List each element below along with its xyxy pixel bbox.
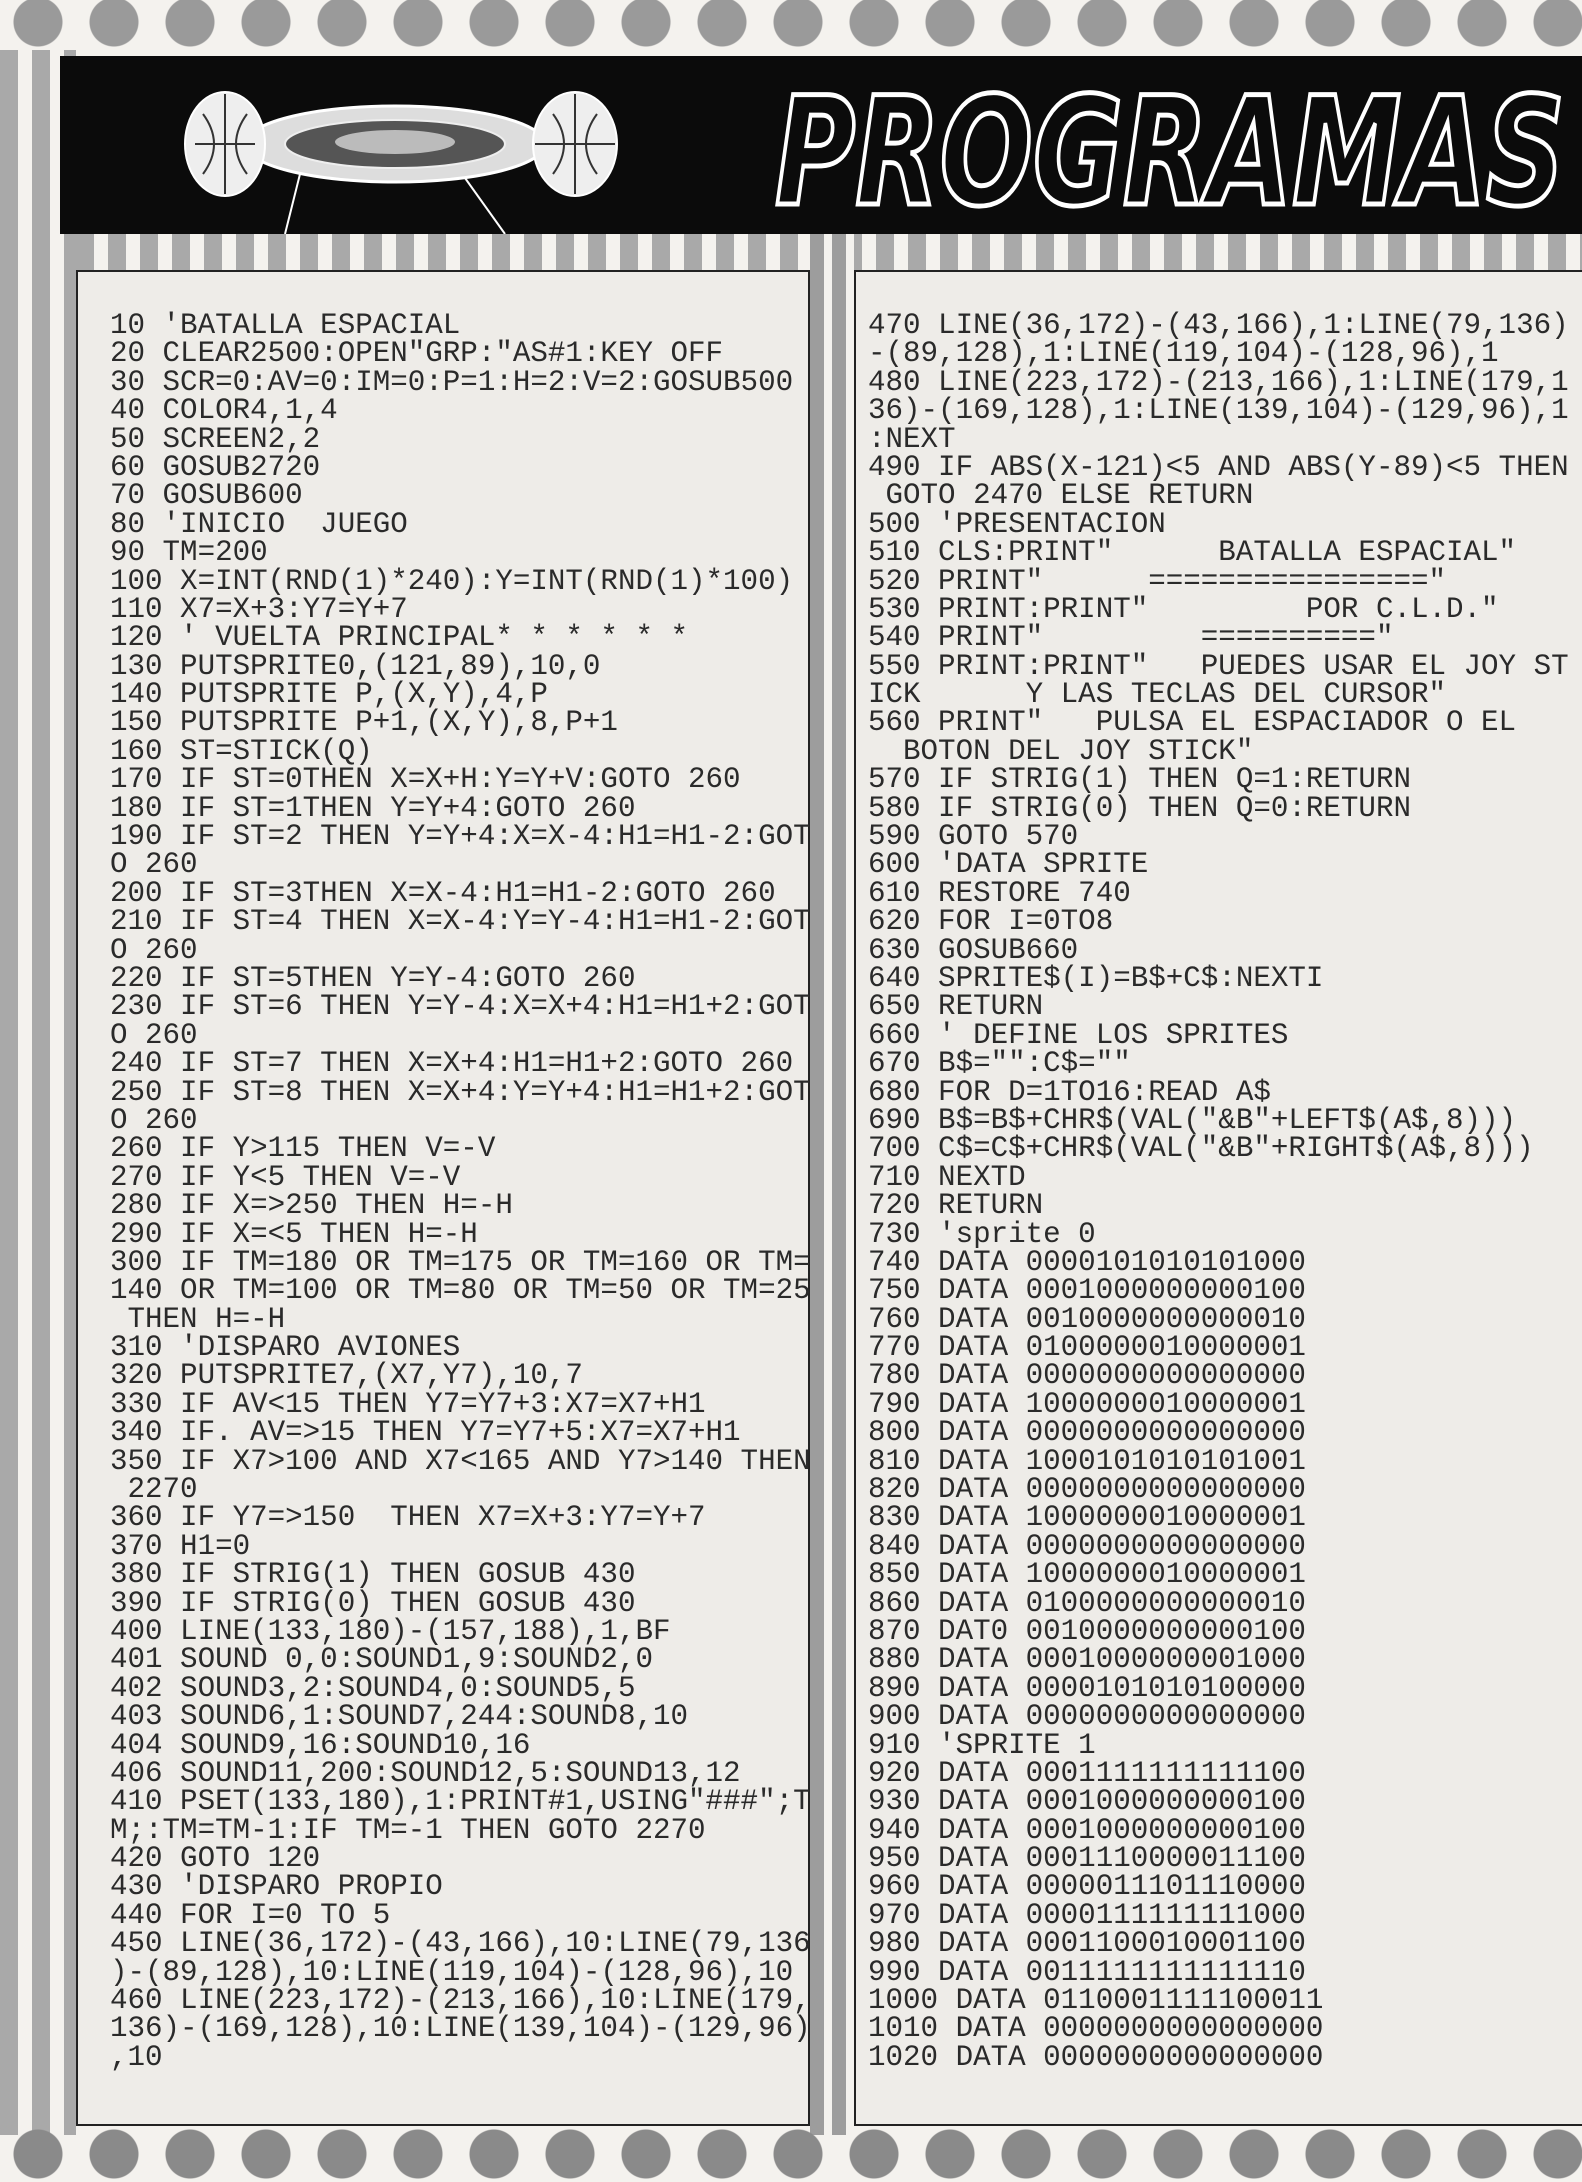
code-line: BOTON DEL JOY STICK": [868, 734, 1254, 768]
code-line: 490 IF ABS(X-121)<5 AND ABS(Y-89)<5 THEN: [868, 450, 1569, 484]
code-line: 310 'DISPARO AVIONES: [110, 1331, 461, 1365]
code-line: 540 PRINT" ==========": [868, 621, 1394, 655]
code-line: 910 'SPRITE 1: [868, 1728, 1096, 1762]
code-line: 220 IF ST=5THEN Y=Y-4:GOTO 260: [110, 961, 636, 995]
code-line: -(89,128),1:LINE(119,104)-(128,96),1: [868, 337, 1499, 371]
code-line: THEN H=-H: [110, 1302, 286, 1336]
code-line: 300 IF TM=180 OR TM=175 OR TM=160 OR TM=: [110, 1245, 811, 1279]
code-line: 2270: [110, 1473, 198, 1507]
code-line: 320 PUTSPRITE7,(X7,Y7),10,7: [110, 1359, 583, 1393]
code-line: O 260: [110, 933, 198, 967]
code-line: ,10: [110, 2040, 163, 2074]
code-line: 870 DAT0 0010000000000100: [868, 1614, 1306, 1648]
code-line: 403 SOUND6,1:SOUND7,244:SOUND8,10: [110, 1700, 689, 1734]
code-line: 570 IF STRIG(1) THEN Q=1:RETURN: [868, 763, 1411, 797]
code-line: 330 IF AV<15 THEN Y7=Y7+3:X7=X7+H1: [110, 1387, 706, 1421]
code-line: 360 IF Y7=>150 THEN X7=X+3:Y7=Y+7: [110, 1501, 706, 1535]
code-line: 290 IF X=<5 THEN H=-H: [110, 1217, 478, 1251]
code-line: 930 DATA 0001000000000100: [868, 1785, 1306, 1819]
code-line: 620 FOR I=0TO8: [868, 905, 1114, 939]
code-line: 580 IF STRIG(0) THEN Q=0:RETURN: [868, 791, 1411, 825]
code-line: 401 SOUND 0,0:SOUND1,9:SOUND2,0: [110, 1643, 653, 1677]
code-line: 460 LINE(223,172)-(213,166),10:LINE(179,: [110, 1984, 811, 2018]
code-line: 404 SOUND9,16:SOUND10,16: [110, 1728, 531, 1762]
code-line: 1010 DATA 0000000000000000: [868, 2012, 1324, 2046]
code-line: 840 DATA 0000000000000000: [868, 1529, 1306, 1563]
code-line: 960 DATA 0000011101110000: [868, 1870, 1306, 1904]
page-title-text: PROGRAMAS: [775, 66, 1565, 234]
code-line: 710 NEXTD: [868, 1160, 1026, 1194]
code-line: 160 ST=STICK(Q): [110, 734, 373, 768]
code-line: 990 DATA 0011111111111110: [868, 1955, 1306, 1989]
code-line: 820 DATA 0000000000000000: [868, 1473, 1306, 1507]
code-line: GOTO 2470 ELSE RETURN: [868, 479, 1254, 513]
code-line: 530 PRINT:PRINT" POR C.L.D.": [868, 592, 1499, 626]
code-line: 550 PRINT:PRINT" PUEDES USAR EL JOY ST: [868, 649, 1569, 683]
code-line: 110 X7=X+3:Y7=Y+7: [110, 592, 408, 626]
code-line: )-(89,128),10:LINE(119,104)-(128,96),10: [110, 1955, 794, 1989]
code-line: 940 DATA 0001000000000100: [868, 1813, 1306, 1847]
code-line: 520 PRINT" ================": [868, 564, 1447, 598]
code-line: 720 RETURN: [868, 1189, 1044, 1223]
code-line: 36)-(169,128),1:LINE(139,104)-(129,96),1: [868, 394, 1569, 428]
code-line: 780 DATA 0000000000000000: [868, 1359, 1306, 1393]
code-line: 450 LINE(36,172)-(43,166),10:LINE(79,136: [110, 1927, 811, 1961]
code-line: 1020 DATA 0000000000000000: [868, 2040, 1324, 2074]
code-line: 140 OR TM=100 OR TM=80 OR TM=50 OR TM=25: [110, 1274, 811, 1308]
code-line: 680 FOR D=1TO16:READ A$: [868, 1075, 1271, 1109]
code-line: 700 C$=C$+CHR$(VAL("&B"+RIGHT$(A$,8))): [868, 1132, 1534, 1166]
code-line: 406 SOUND11,200:SOUND12,5:SOUND13,12: [110, 1756, 741, 1790]
code-line: 650 RETURN: [868, 990, 1044, 1024]
code-line: 600 'DATA SPRITE: [868, 848, 1149, 882]
code-line: 50 SCREEN2,2: [110, 422, 321, 456]
code-line: 240 IF ST=7 THEN X=X+4:H1=H1+2:GOTO 260: [110, 1047, 794, 1081]
code-line: 770 DATA 0100000010000001: [868, 1331, 1306, 1365]
code-line: 260 IF Y>115 THEN V=-V: [110, 1132, 496, 1166]
code-listing-left: [76, 270, 810, 2126]
code-line: 590 GOTO 570: [868, 820, 1079, 854]
code-line: 970 DATA 0000111111111000: [868, 1898, 1306, 1932]
code-line: 980 DATA 0001100010001100: [868, 1927, 1306, 1961]
code-line: 190 IF ST=2 THEN Y=Y+4:X=X-4:H1=H1-2:GOT: [110, 820, 811, 854]
code-line: 900 DATA 0000000000000000: [868, 1700, 1306, 1734]
code-line: 480 LINE(223,172)-(213,166),1:LINE(179,1: [868, 365, 1569, 399]
code-line: 90 TM=200: [110, 536, 268, 570]
code-line: ICK Y LAS TECLAS DEL CURSOR": [868, 678, 1447, 712]
decorative-dots-top: [0, 0, 1582, 50]
decorative-stripes-left: [0, 50, 76, 2135]
code-line: 920 DATA 0001111111111100: [868, 1756, 1306, 1790]
code-line: 430 'DISPARO PROPIO: [110, 1870, 443, 1904]
code-line: 200 IF ST=3THEN X=X-4:H1=H1-2:GOTO 260: [110, 876, 776, 910]
code-line: 400 LINE(133,180)-(157,188),1,BF: [110, 1614, 671, 1648]
code-line: 790 DATA 1000000010000001: [868, 1387, 1306, 1421]
code-line: 640 SPRITE$(I)=B$+C$:NEXTI: [868, 961, 1324, 995]
code-line: :NEXT: [868, 422, 956, 456]
code-line: 402 SOUND3,2:SOUND4,0:SOUND5,5: [110, 1671, 636, 1705]
code-line: 100 X=INT(RND(1)*240):Y=INT(RND(1)*100): [110, 564, 794, 598]
code-line: 380 IF STRIG(1) THEN GOSUB 430: [110, 1558, 636, 1592]
code-line: 10 'BATALLA ESPACIAL: [110, 309, 461, 342]
code-line: 760 DATA 0010000000000010: [868, 1302, 1306, 1336]
code-line: 630 GOSUB660: [868, 933, 1079, 967]
code-line: 440 FOR I=0 TO 5: [110, 1898, 391, 1932]
code-line: 830 DATA 1000000010000001: [868, 1501, 1306, 1535]
code-line: 470 LINE(36,172)-(43,166),1:LINE(79,136): [868, 309, 1569, 342]
code-line: 740 DATA 0000101010101000: [868, 1245, 1306, 1279]
code-line: 860 DATA 0100000000000010: [868, 1586, 1306, 1620]
code-line: 610 RESTORE 740: [868, 876, 1131, 910]
code-line: 40 COLOR4,1,4: [110, 394, 338, 428]
code-line: O 260: [110, 1103, 198, 1137]
code-line: 500 'PRESENTACION: [868, 507, 1166, 541]
code-line: 410 PSET(133,180),1:PRINT#1,USING"###";T: [110, 1785, 811, 1819]
code-line: O 260: [110, 1018, 198, 1052]
code-line: 180 IF ST=1THEN Y=Y+4:GOTO 260: [110, 791, 636, 825]
code-line: 350 IF X7>100 AND X7<165 AND Y7>140 THEN: [110, 1444, 811, 1478]
page-title: [760, 56, 1582, 234]
code-line: 270 IF Y<5 THEN V=-V: [110, 1160, 461, 1194]
code-line: 810 DATA 1000101010101001: [868, 1444, 1306, 1478]
code-line: 880 DATA 0001000000001000: [868, 1643, 1306, 1677]
code-line: 1000 DATA 0110001111100011: [868, 1984, 1324, 2018]
code-line: 130 PUTSPRITE0,(121,89),10,0: [110, 649, 601, 683]
code-line: 70 GOSUB600: [110, 479, 303, 513]
code-line: 370 H1=0: [110, 1529, 251, 1563]
spaceship-illustration-icon: [155, 64, 715, 234]
code-line: 660 ' DEFINE LOS SPRITES: [868, 1018, 1289, 1052]
code-line: 750 DATA 0001000000000100: [868, 1274, 1306, 1308]
code-line: 800 DATA 0000000000000000: [868, 1416, 1306, 1450]
code-line: 250 IF ST=8 THEN X=X+4:Y=Y+4:H1=H1+2:GOT: [110, 1075, 811, 1109]
code-line: 420 GOTO 120: [110, 1842, 321, 1876]
code-line: 136)-(169,128),10:LINE(139,104)-(129,96): [110, 2012, 811, 2046]
code-line: 560 PRINT" PULSA EL ESPACIADOR O EL: [868, 706, 1517, 740]
code-line: 690 B$=B$+CHR$(VAL("&B"+LEFT$(A$,8))): [868, 1103, 1517, 1137]
code-line: 150 PUTSPRITE P+1,(X,Y),8,P+1: [110, 706, 618, 740]
code-line: 20 CLEAR2500:OPEN"GRP:"AS#1:KEY OFF: [110, 337, 724, 371]
decorative-stripes-divider: [810, 232, 854, 2135]
code-line: 390 IF STRIG(0) THEN GOSUB 430: [110, 1586, 636, 1620]
code-line: 670 B$="":C$="": [868, 1047, 1131, 1081]
section-header: [60, 56, 1582, 234]
code-line: 30 SCR=0:AV=0:IM=0:P=1:H=2:V=2:GOSUB500: [110, 365, 794, 399]
code-line: 170 IF ST=0THEN X=X+H:Y=Y+V:GOTO 260: [110, 763, 741, 797]
code-line: 730 'sprite 0: [868, 1217, 1096, 1251]
code-listing-right: [854, 270, 1582, 2126]
decorative-dots-bottom: [0, 2126, 1582, 2182]
code-line: 80 'INICIO JUEGO: [110, 507, 408, 541]
code-line: 850 DATA 1000000010000001: [868, 1558, 1306, 1592]
basic-program-listing: [868, 309, 1569, 2074]
code-line: 340 IF. AV=>15 THEN Y7=Y7+5:X7=X7+H1: [110, 1416, 741, 1450]
code-line: 890 DATA 0000101010100000: [868, 1671, 1306, 1705]
code-line: 60 GOSUB2720: [110, 450, 321, 484]
code-line: M;:TM=TM-1:IF TM=-1 THEN GOTO 2270: [110, 1813, 706, 1847]
code-line: 280 IF X=>250 THEN H=-H: [110, 1189, 513, 1223]
basic-program-listing: [110, 309, 811, 2074]
code-line: 210 IF ST=4 THEN X=X-4:Y=Y-4:H1=H1-2:GOT: [110, 905, 811, 939]
code-line: 230 IF ST=6 THEN Y=Y-4:X=X+4:H1=H1+2:GOT: [110, 990, 811, 1024]
code-line: 120 ' VUELTA PRINCIPAL* * * * * *: [110, 621, 689, 655]
code-line: 140 PUTSPRITE P,(X,Y),4,P: [110, 678, 548, 712]
code-line: O 260: [110, 848, 198, 882]
code-line: 950 DATA 0001110000011100: [868, 1842, 1306, 1876]
code-line: 510 CLS:PRINT" BATALLA ESPACIAL": [868, 536, 1517, 570]
